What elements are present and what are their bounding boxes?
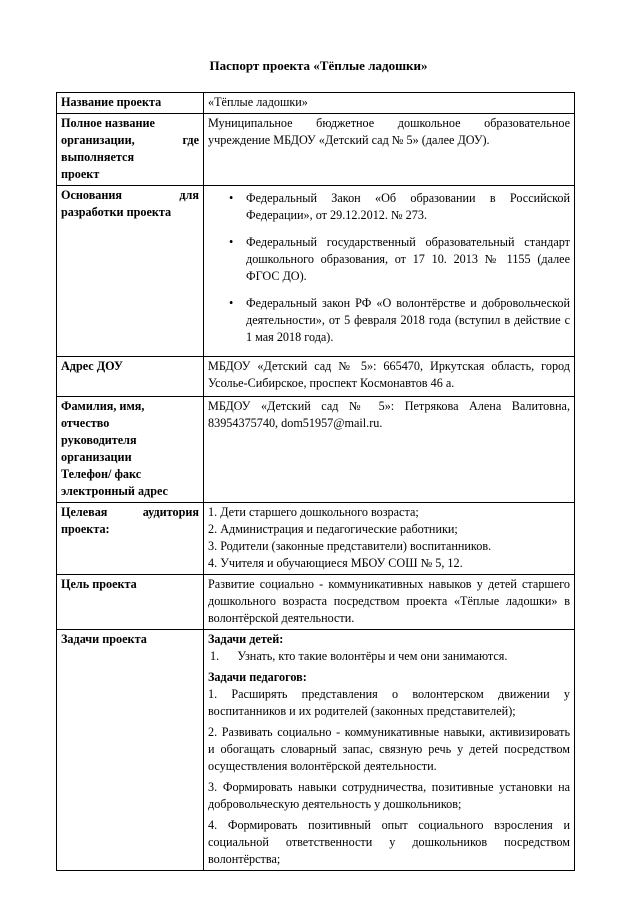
row-project-name (57, 93, 575, 114)
teachers-tasks-heading: Задачи педагогов: (208, 670, 307, 684)
list-item: 4. Учителя и обучающиеся МБОУ СОШ № 5, 12. (208, 556, 463, 570)
document-title: Паспорт проекта «Тёплые ладошки» (209, 58, 428, 73)
label-line: руководителя (61, 433, 137, 447)
value-head: МБДОУ «Детский сад № 5»: Петрякова Алена Валитовна, 83954375740, dom51957@mail.ru. (204, 397, 575, 503)
label-line: Целевая (61, 505, 108, 519)
label-line: Фамилия, имя, (61, 399, 145, 413)
value-address: МБДОУ «Детский сад № 5»: 665470, Иркутская область, город Усолье-Сибирское, проспект Космонавтов 46 а. (204, 357, 575, 397)
row-basis (57, 186, 575, 357)
label-line: аудитория (142, 505, 199, 519)
label-line: Полное название (61, 116, 155, 130)
list-item: 1. Дети старшего дошкольного возраста; (208, 505, 419, 519)
value-goal: Развитие социально - коммуникативных навыков у детей старшего дошкольного возраста посредством проекта «Тёплые ладошки» в волонтёрской деятельности. (204, 575, 575, 630)
label-goal: Цель проекта (57, 575, 204, 630)
basis-list (208, 190, 570, 346)
label-audience (57, 503, 204, 575)
label-line: выполняется (61, 150, 135, 164)
label-tasks: Задачи проекта (57, 630, 204, 871)
row-head (57, 397, 575, 503)
row-tasks (57, 630, 575, 871)
label-line: электронный адрес (61, 484, 168, 498)
label-line: организации (61, 450, 132, 464)
label-line: отчество (61, 416, 110, 430)
label-line: Телефон/ факс (61, 467, 142, 481)
value-organization: Муниципальное бюджетное дошкольное образовательное учреждение МБДОУ «Детский сад № 5» (далее ДОУ). (204, 114, 575, 186)
label-line: для (179, 188, 199, 202)
list-item: 4. Формировать позитивный опыт социального взросления и социальной ответственности у дошкольников посредством волонтёрства; (208, 818, 570, 866)
label-line: Основания (61, 188, 123, 202)
list-item: 2. Администрация и педагогические работники; (208, 522, 458, 536)
bullet-icon: • (229, 296, 234, 310)
row-organization (57, 114, 575, 186)
value-tasks (204, 630, 575, 871)
row-audience (57, 503, 575, 575)
label-line: проекта: (61, 522, 110, 536)
value-audience (204, 503, 575, 575)
label-project-name: Название проекта (57, 93, 204, 114)
label-organization (57, 114, 204, 186)
project-passport-table (56, 92, 575, 871)
list-item: • Федеральный закон РФ «О волонтёрстве и добровольческой деятельности», от 5 февраля 2018 года (вступил в действие с 1 мая 2018 года). (229, 296, 570, 344)
list-item: 3. Формировать навыки сотрудничества, позитивные установки на добровольческую деятельность у дошкольников; (208, 780, 570, 811)
label-address: Адрес ДОУ (57, 357, 204, 397)
list-item: 3. Родители (законные представители) воспитанников. (208, 539, 492, 553)
row-goal (57, 575, 575, 630)
list-item: • Федеральный Закон «Об образовании в Российской Федерации», от 29.12.2012. № 273. (229, 191, 570, 222)
value-basis (204, 186, 575, 357)
list-item: 1. Расширять представления о волонтерском движении у воспитанников и их родителей (законных представителей); (208, 687, 570, 718)
label-line: разработки проекта (61, 205, 172, 219)
list-item: 1. Узнать, кто такие волонтёры и чем они занимаются. (210, 649, 508, 663)
children-tasks-heading: Задачи детей: (208, 632, 284, 646)
bullet-icon: • (229, 235, 234, 249)
label-line: проект (61, 167, 100, 181)
bullet-icon: • (229, 191, 234, 205)
value-project-name: «Тёплые ладошки» (204, 93, 575, 114)
row-address (57, 357, 575, 397)
label-line: где (182, 133, 199, 147)
label-line: организации, (61, 133, 135, 147)
list-item: 2. Развивать социально - коммуникативные навыки, активизировать и обогащать словарный запас, связную речь у детей посредством осуществления волонтёрской деятельности. (208, 725, 570, 773)
label-head (57, 397, 204, 503)
list-item: • Федеральный государственный образовательный стандарт дошкольного образования, от 17 10. 2013 № 1155 (далее ФГОС ДО). (229, 235, 570, 283)
label-basis (57, 186, 204, 357)
